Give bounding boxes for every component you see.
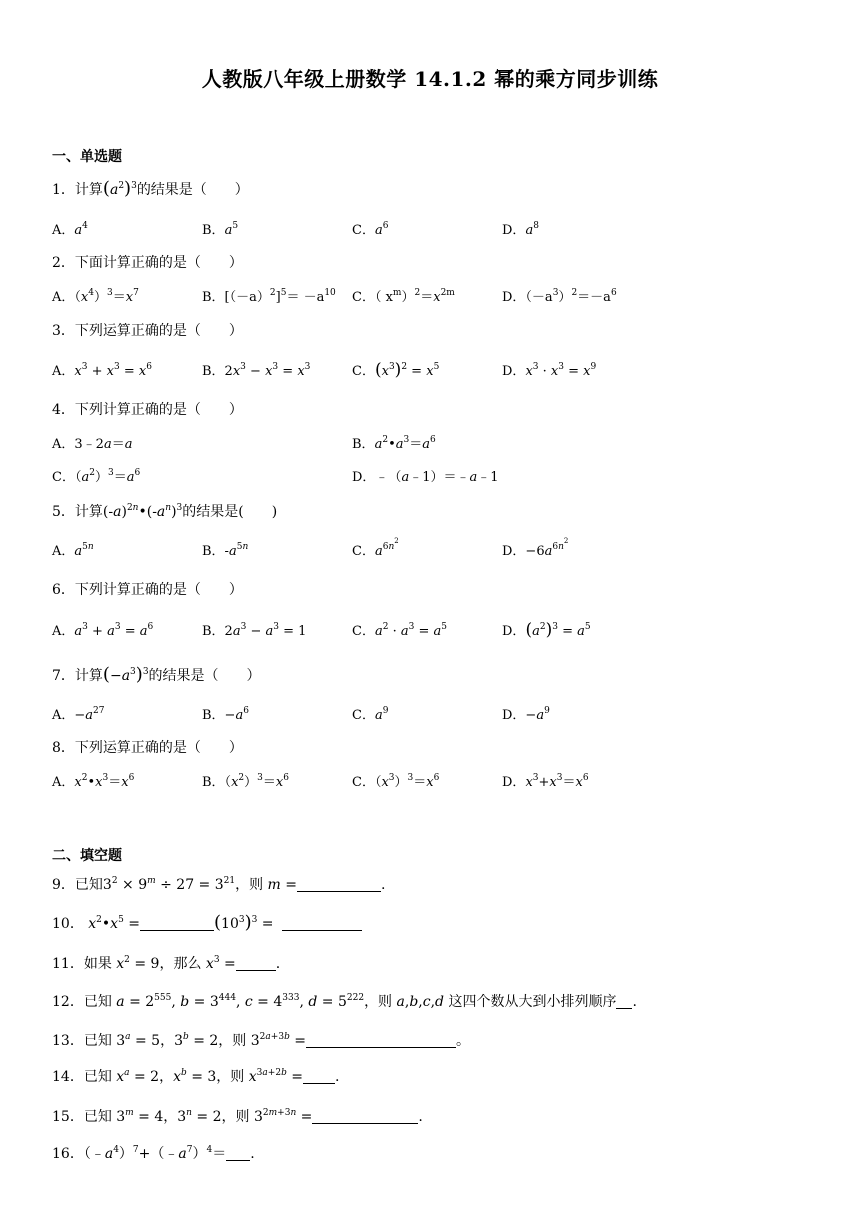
q7-option-c[interactable]: C．$a^9$ <box>352 706 389 723</box>
answer-blank[interactable] <box>226 1146 250 1161</box>
q4-option-b[interactable]: B．$a^2•a^3=a^6$ <box>352 435 436 452</box>
q3-option-d[interactable]: D．$x^3 \cdot x^3 = x^9$ <box>502 362 597 379</box>
question-15: 15．已知 $3^m = 4$，$3^n = 2$，则 $3^{2m+3n}$ = . <box>52 1108 423 1125</box>
q2-option-a[interactable]: A．$(x^4)^3=x^7$ <box>52 288 139 305</box>
q1-option-c[interactable]: C．$a^6$ <box>352 221 389 238</box>
question-7: 7．计算$(-a^3)^3$的结果是（ ） <box>52 664 261 685</box>
question-16: 16．$(﹣a^4)^7+(﹣a^7)^4=$ . <box>52 1145 255 1162</box>
answer-blank[interactable] <box>236 956 276 971</box>
q3-option-a[interactable]: A．$x^3 + x^3 = x^6$ <box>52 362 152 379</box>
q8-option-a[interactable]: A．$x^2•x^3=x^6$ <box>52 773 135 790</box>
q1-option-d[interactable]: D．$a^8$ <box>502 221 539 238</box>
q5-option-d[interactable]: D．$-6a^{6n^2}$ <box>502 537 569 559</box>
answer-blank[interactable] <box>616 994 632 1009</box>
q6-option-b[interactable]: B．$2a^3 - a^3 = 1$ <box>202 622 307 639</box>
question-1: 1．计算$(a^2)^3$的结果是（ ） <box>52 178 249 199</box>
q2-option-b[interactable]: B．$[(-a)^2]^5= -a^{10}$ <box>202 288 336 305</box>
q1-option-a[interactable]: A．$a^4$ <box>52 221 88 238</box>
answer-blank[interactable] <box>306 1033 456 1048</box>
q7-option-b[interactable]: B．$-a^6$ <box>202 706 249 723</box>
q6-option-d[interactable]: D．$(a^2)^3 = a^5$ <box>502 620 591 640</box>
q4-option-c[interactable]: C．$(a^2)^3=a^6$ <box>52 468 141 485</box>
q8-option-d[interactable]: D．$x^3+x^3=x^6$ <box>502 773 589 790</box>
q5-option-a[interactable]: A．$a^{5n}$ <box>52 542 94 559</box>
q4-option-d[interactable]: D．﹣（a﹣1）＝﹣a﹣1 <box>352 470 499 485</box>
q6-option-c[interactable]: C．$a^2 \cdot a^3 = a^5$ <box>352 622 448 639</box>
answer-blank[interactable] <box>312 1109 418 1124</box>
question-12: 12．已知 $a = 2^{555}$, $b = 3^{444}$, $c = 4^{333}$, $d = 5^{222}$，则 a,b,c,d 这四个数从大到小排列顺序 . <box>52 993 637 1010</box>
q5-option-b[interactable]: B．$-a^{5n}$ <box>202 542 249 559</box>
question-4: 4．下列计算正确的是（ ） <box>52 402 243 418</box>
page-title: 人教版八年级上册数学 14.1.2 幂的乘方同步训练 <box>201 67 659 91</box>
q2-option-d[interactable]: D．$(-a^3)^2=-a^6$ <box>502 288 617 305</box>
section-heading-fill-blank: 二、填空题 <box>52 848 122 864</box>
question-3: 3．下列运算正确的是（ ） <box>52 323 243 339</box>
q7-option-a[interactable]: A．$-a^{27}$ <box>52 706 105 723</box>
question-10: 10． $x^2•x^5 = (10^3)^3$ = <box>52 912 362 933</box>
question-5: 5．计算$(-a)^{2n}•(-a^n)^3$的结果是( ) <box>52 503 278 520</box>
question-6: 6．下列计算正确的是（ ） <box>52 582 243 598</box>
section-heading-single-choice: 一、单选题 <box>52 149 122 165</box>
question-14: 14．已知 $x^a = 2$，$x^b = 3$，则 $x^{3a+2b}$ = . <box>52 1068 340 1085</box>
question-2: 2．下面计算正确的是（ ） <box>52 255 243 271</box>
answer-blank[interactable] <box>282 916 362 931</box>
question-13: 13．已知 $3^a = 5$，$3^b = 2$，则 $3^{2a+3b}$ = 。 <box>52 1032 471 1049</box>
q8-option-b[interactable]: B．$(x^2)^3=x^6$ <box>202 773 289 790</box>
q4-option-a[interactable]: A．3﹣2a＝a <box>52 437 133 452</box>
answer-blank[interactable] <box>297 877 381 892</box>
question-9: 9．已知$3^2 \times 9^m \div 27 = 3^{21}$，则 m = . <box>52 876 386 893</box>
q8-option-c[interactable]: C．$(x^3)^3=x^6$ <box>352 773 440 790</box>
q5-option-c[interactable]: C．$a^{6n^2}$ <box>352 537 399 559</box>
q3-option-c[interactable]: C．$(x^3)^2 = x^5$ <box>352 360 440 380</box>
q7-option-d[interactable]: D．$-a^9$ <box>502 706 550 723</box>
q6-option-a[interactable]: A．$a^3 + a^3 = a^6$ <box>52 622 154 639</box>
q2-option-c[interactable]: C．（ $x^m)^2=x^{2m}$ <box>352 288 455 305</box>
q1-option-b[interactable]: B．$a^5$ <box>202 221 239 238</box>
answer-blank[interactable] <box>303 1069 335 1084</box>
q3-option-b[interactable]: B．$2x^3 - x^3 = x^3$ <box>202 362 311 379</box>
question-8: 8．下列运算正确的是（ ） <box>52 740 243 756</box>
question-11: 11．如果 $x^2 = 9$，那么 $x^3$ = . <box>52 955 281 972</box>
answer-blank[interactable] <box>140 916 214 931</box>
